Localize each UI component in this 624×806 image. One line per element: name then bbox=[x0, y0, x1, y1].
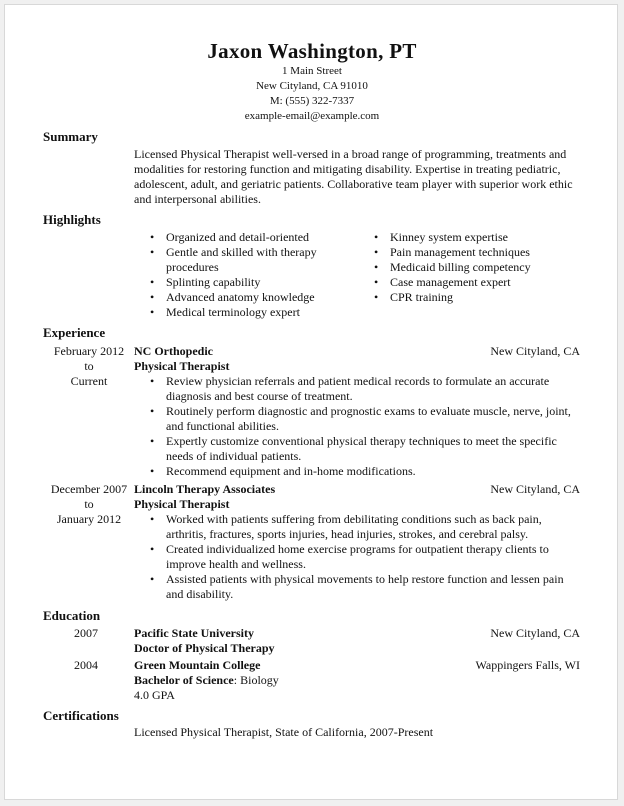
education-school: Green Mountain College bbox=[134, 658, 261, 672]
education-entry bbox=[134, 626, 580, 656]
education-school: Pacific State University bbox=[134, 626, 254, 640]
job-role: Physical Therapist bbox=[134, 359, 230, 373]
highlights-heading: Highlights bbox=[43, 212, 101, 227]
highlight-item: • Gentle and skilled with therapy procedures bbox=[148, 245, 363, 275]
job-bullet: • Worked with patients suffering from debilitating conditions such as back pain, arthritis, fractures, sports injuries, head injuries, strokes, and cerebral palsy. bbox=[148, 512, 580, 542]
highlights-right-column bbox=[372, 230, 587, 305]
education-degree: Doctor of Physical Therapy bbox=[134, 641, 275, 655]
education-year: 2004 bbox=[74, 658, 98, 672]
job-bullets bbox=[148, 512, 580, 602]
highlight-item: • Splinting capability bbox=[148, 275, 363, 290]
experience-heading: Experience bbox=[43, 325, 106, 340]
phone-line: M: (555) 322-7337 bbox=[269, 95, 355, 107]
job-date-to: to bbox=[84, 497, 94, 511]
education-location: New Cityland, CA bbox=[490, 626, 580, 640]
highlight-item: • Case management expert bbox=[372, 275, 587, 290]
job-bullet: • Review physician referrals and patient medical records to formulate an accurate diagnosis and best course of treatment. bbox=[148, 374, 580, 404]
job-role: Physical Therapist bbox=[134, 497, 230, 511]
job-company: Lincoln Therapy Associates bbox=[134, 482, 276, 496]
highlight-item: • CPR training bbox=[372, 290, 587, 305]
highlight-item: • Medicaid billing competency bbox=[372, 260, 587, 275]
highlight-item: • Kinney system expertise bbox=[372, 230, 587, 245]
education-gpa: 4.0 GPA bbox=[134, 688, 175, 702]
job-location: New Cityland, CA bbox=[490, 482, 580, 496]
certification-text: Licensed Physical Therapist, State of California, 2007-Present bbox=[134, 725, 434, 739]
candidate-name: Jaxon Washington, PT bbox=[207, 39, 417, 63]
summary-text: Licensed Physical Therapist well-versed in a broad range of programming, treatments and modalities for restoring function and mitigating disability. Expertise in treating pediatric, adolescent, adult, and geriatric patients. Collaborative team player with superior work ethic and interpersonal abilities. bbox=[134, 147, 573, 206]
job-bullets bbox=[148, 374, 580, 479]
job-company: NC Orthopedic bbox=[134, 344, 213, 358]
job-date-range bbox=[44, 482, 134, 527]
education-entry bbox=[134, 658, 580, 703]
highlight-item: • Advanced anatomy knowledge bbox=[148, 290, 363, 305]
job-date-start: February 2012 bbox=[53, 344, 125, 358]
job-bullet: • Expertly customize conventional physical therapy techniques to meet the specific needs of individual patients. bbox=[148, 434, 580, 464]
education-location: Wappingers Falls, WI bbox=[475, 658, 580, 672]
city-line: New Cityland, CA 91010 bbox=[256, 80, 368, 92]
education-major: : Biology bbox=[233, 673, 279, 687]
address-line: 1 Main Street bbox=[282, 65, 342, 77]
resume-header bbox=[0, 38, 624, 124]
education-year: 2007 bbox=[74, 626, 98, 640]
job-bullet: • Created individualized home exercise programs for outpatient therapy clients to improve health and wellness. bbox=[148, 542, 580, 572]
job-date-range bbox=[44, 344, 134, 389]
highlight-item: • Pain management techniques bbox=[372, 245, 587, 260]
job-header bbox=[134, 344, 580, 374]
summary-heading: Summary bbox=[43, 129, 98, 144]
email-line[interactable]: example-email@example.com bbox=[244, 110, 380, 122]
certifications-heading: Certifications bbox=[43, 708, 119, 723]
job-header bbox=[134, 482, 580, 512]
job-date-to: to bbox=[84, 359, 94, 373]
highlight-item: • Organized and detail-oriented bbox=[148, 230, 363, 245]
job-location: New Cityland, CA bbox=[490, 344, 580, 358]
job-bullet: • Recommend equipment and in-home modifications. bbox=[148, 464, 580, 479]
education-heading: Education bbox=[43, 608, 101, 623]
job-date-end: January 2012 bbox=[56, 512, 122, 526]
highlight-item: • Medical terminology expert bbox=[148, 305, 363, 320]
job-bullet: • Routinely perform diagnostic and prognostic exams to evaluate muscle, nerve, joint, and functional abilities. bbox=[148, 404, 580, 434]
highlights-left-column bbox=[148, 230, 363, 320]
job-date-start: December 2007 bbox=[50, 482, 128, 496]
education-degree: Bachelor of Science bbox=[134, 673, 234, 687]
job-date-end: Current bbox=[70, 374, 108, 388]
job-bullet: • Assisted patients with physical movements to help restore function and lessen pain and disability. bbox=[148, 572, 580, 602]
